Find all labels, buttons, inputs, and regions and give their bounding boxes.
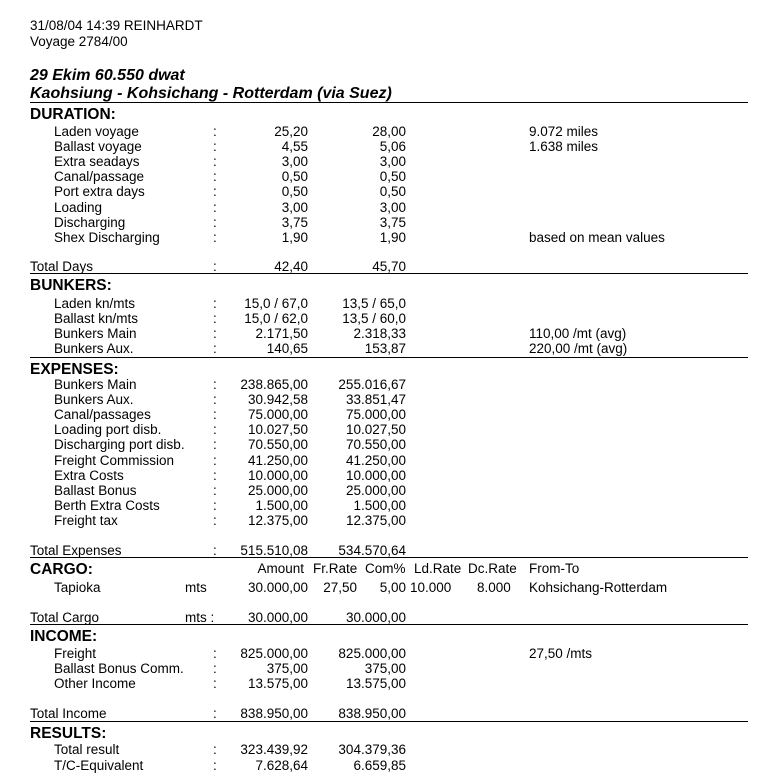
row-value-2: 1.500,00	[353, 497, 406, 513]
row-value-2: 0,50	[379, 169, 406, 185]
total-label: Total Expenses	[30, 543, 122, 558]
cargo-col-dcrate: Dc.Rate	[468, 561, 517, 576]
row-colon: :	[213, 377, 217, 392]
row-colon: :	[213, 407, 217, 423]
row-label: Ballast Bonus	[54, 482, 137, 498]
row-colon: :	[213, 512, 217, 528]
row-note: 1.638 miles	[529, 139, 599, 155]
row-value-1: 3,00	[281, 154, 308, 170]
row-colon: :	[213, 184, 217, 200]
cargo-col-fromto: From-To	[529, 561, 580, 576]
section-heading-results: RESULTS:	[30, 725, 107, 742]
cargo-col-amount: Amount	[257, 561, 304, 576]
row-value-2: 3,00	[379, 154, 406, 170]
row-value-2: 13,5 / 65,0	[342, 296, 406, 311]
row-value-2: 6.659,85	[353, 757, 406, 773]
row-label: T/C-Equivalent	[54, 757, 144, 773]
row-colon: :	[213, 482, 217, 498]
row-value-2: 33.851,47	[345, 392, 406, 408]
section-heading-duration: DURATION:	[30, 106, 116, 123]
row-value-2: 3,75	[379, 214, 406, 230]
divider	[30, 557, 748, 558]
row-colon: :	[213, 452, 217, 468]
cargo-col-com: Com%	[365, 561, 406, 576]
row-label: Port extra days	[54, 184, 145, 200]
total-value-2: 838.950,00	[338, 706, 406, 721]
row-value-1: 25.000,00	[247, 482, 308, 498]
row-colon: :	[213, 467, 217, 483]
divider	[30, 624, 748, 625]
row-colon: :	[213, 296, 217, 311]
row-value-1: 75.000,00	[247, 407, 308, 423]
total-colon: :	[213, 706, 217, 721]
row-colon: :	[213, 124, 217, 139]
row-value-2: 41.250,00	[345, 452, 406, 468]
row-label: Canal/passage	[54, 169, 145, 185]
row-label: Ballast kn/mts	[54, 311, 139, 327]
row-note: based on mean values	[529, 229, 665, 245]
total-value-2: 45,70	[372, 259, 406, 274]
total-value-2: 534.570,64	[338, 543, 406, 558]
row-colon: :	[213, 392, 217, 408]
row-label: Freight Commission	[54, 452, 175, 468]
row-label: Bunkers Aux.	[54, 392, 134, 408]
total-label: Total Income	[30, 706, 107, 721]
total-value-1: 838.950,00	[240, 706, 308, 721]
row-value-1: 323.439,92	[240, 742, 308, 757]
row-value-2: 12.375,00	[345, 512, 406, 528]
cargo-name: Tapioka	[54, 580, 101, 595]
row-label: Laden kn/mts	[54, 296, 136, 311]
row-label: Other Income	[54, 676, 136, 692]
row-value-2: 153,87	[364, 341, 406, 357]
row-value-2: 10.027,50	[345, 422, 406, 438]
row-label: Canal/passages	[54, 407, 151, 423]
cargo-com: 5,00	[379, 580, 406, 595]
row-value-1: 10.027,50	[247, 422, 308, 438]
divider	[30, 357, 748, 358]
row-value-1: 7.628,64	[255, 757, 308, 773]
voyage-number: Voyage 2784/00	[30, 34, 128, 49]
row-value-1: 3,00	[281, 199, 308, 215]
row-value-1: 70.550,00	[247, 437, 308, 453]
row-value-2: 70.550,00	[345, 437, 406, 453]
cargo-col-ldrate: Ld.Rate	[414, 561, 462, 576]
row-colon: :	[213, 422, 217, 438]
row-value-2: 13,5 / 60,0	[342, 311, 406, 327]
row-label: Extra seadays	[54, 154, 140, 170]
row-colon: :	[213, 229, 217, 245]
section-heading-bunkers: BUNKERS:	[30, 277, 112, 294]
cargo-col-frrate: Fr.Rate	[313, 561, 358, 576]
row-value-2: 825.000,00	[338, 646, 406, 661]
row-label: Berth Extra Costs	[54, 497, 160, 513]
row-label: Extra Costs	[54, 467, 124, 483]
cargo-ldrate: 10.000	[410, 580, 452, 595]
row-value-2: 0,50	[379, 184, 406, 200]
total-cargo-value-2: 30.000,00	[345, 610, 406, 625]
row-value-2: 2.318,33	[353, 326, 406, 342]
row-value-1: 41.250,00	[247, 452, 308, 468]
cargo-dcrate: 8.000	[477, 580, 511, 595]
row-label: Bunkers Main	[54, 326, 137, 342]
row-value-1: 10.000,00	[247, 467, 308, 483]
row-value-1: 1,90	[281, 229, 308, 245]
row-label: Bunkers Main	[54, 377, 137, 392]
row-label: Loading	[54, 199, 103, 215]
row-value-1: 13.575,00	[247, 676, 308, 692]
row-value-2: 5,06	[379, 139, 406, 155]
cargo-fromto: Kohsichang-Rotterdam	[529, 580, 668, 595]
row-label: Loading port disb.	[54, 422, 162, 438]
row-value-1: 30.942,58	[247, 392, 308, 408]
row-value-2: 10.000,00	[345, 467, 406, 483]
row-value-2: 75.000,00	[345, 407, 406, 423]
total-colon: :	[213, 259, 217, 274]
row-note: 9.072 miles	[529, 124, 599, 139]
total-cargo-value-1: 30.000,00	[247, 610, 308, 625]
row-value-2: 28,00	[372, 124, 406, 139]
route-title: Kaohsiung - Kohsichang - Rotterdam (via Suez)	[30, 85, 392, 102]
row-value-1: 25,20	[274, 124, 308, 139]
row-colon: :	[213, 311, 217, 327]
row-value-1: 375,00	[266, 661, 308, 677]
row-value-2: 13.575,00	[345, 676, 406, 692]
row-value-1: 0,50	[281, 169, 308, 185]
row-value-2: 304.379,36	[338, 742, 406, 757]
row-value-1: 2.171,50	[255, 326, 308, 342]
row-colon: :	[213, 199, 217, 215]
row-label: Shex Discharging	[54, 229, 160, 245]
section-heading-cargo: CARGO:	[30, 561, 93, 578]
row-colon: :	[213, 139, 217, 155]
row-value-1: 15,0 / 67,0	[244, 296, 308, 311]
row-note: 110,00 /mt (avg)	[529, 326, 627, 342]
row-label: Bunkers Aux.	[54, 341, 134, 357]
row-colon: :	[213, 742, 217, 757]
cargo-frrate: 27,50	[323, 580, 357, 595]
row-value-1: 4,55	[281, 139, 308, 155]
total-cargo-label: Total Cargo	[30, 610, 100, 625]
row-value-1: 1.500,00	[255, 497, 308, 513]
divider	[30, 721, 748, 722]
vessel-title: 29 Ekim 60.550 dwat	[30, 67, 185, 84]
row-value-1: 140,65	[266, 341, 308, 357]
row-colon: :	[213, 214, 217, 230]
row-value-1: 3,75	[281, 214, 308, 230]
divider	[30, 102, 748, 103]
row-value-1: 12.375,00	[247, 512, 308, 528]
row-colon: :	[213, 646, 217, 661]
total-cargo-unit: mts :	[185, 610, 215, 625]
row-note: 27,50 /mts	[529, 646, 593, 661]
total-value-1: 515.510,08	[240, 543, 308, 558]
row-value-2: 1,90	[379, 229, 406, 245]
cargo-unit: mts	[185, 580, 207, 595]
row-value-2: 375,00	[364, 661, 406, 677]
row-value-2: 3,00	[379, 199, 406, 215]
row-label: Freight	[54, 646, 97, 661]
row-label: Freight tax	[54, 512, 118, 528]
row-colon: :	[213, 326, 217, 342]
cargo-amount: 30.000,00	[247, 580, 308, 595]
row-label: Total result	[54, 742, 120, 757]
report-meta-line: 31/08/04 14:39 REINHARDT	[30, 18, 203, 33]
section-heading-income: INCOME:	[30, 628, 98, 645]
total-label: Total Days	[30, 259, 94, 274]
total-value-1: 42,40	[274, 259, 308, 274]
row-colon: :	[213, 661, 217, 677]
divider	[30, 273, 748, 274]
row-label: Ballast Bonus Comm.	[54, 661, 184, 677]
row-value-1: 0,50	[281, 184, 308, 200]
row-value-1: 825.000,00	[240, 646, 308, 661]
row-value-2: 25.000,00	[345, 482, 406, 498]
total-colon: :	[213, 543, 217, 558]
row-label: Discharging port disb.	[54, 437, 185, 453]
section-heading-expenses: EXPENSES:	[30, 361, 119, 378]
row-colon: :	[213, 154, 217, 170]
row-label: Ballast voyage	[54, 139, 142, 155]
row-colon: :	[213, 676, 217, 692]
row-note: 220,00 /mt (avg)	[529, 341, 628, 357]
row-colon: :	[213, 341, 217, 357]
row-colon: :	[213, 497, 217, 513]
row-colon: :	[213, 169, 217, 185]
row-value-1: 238.865,00	[240, 377, 308, 392]
row-colon: :	[213, 437, 217, 453]
row-label: Laden voyage	[54, 124, 139, 139]
row-colon: :	[213, 757, 217, 773]
row-value-1: 15,0 / 62,0	[244, 311, 308, 327]
row-value-2: 255.016,67	[338, 377, 406, 392]
row-label: Discharging	[54, 214, 126, 230]
